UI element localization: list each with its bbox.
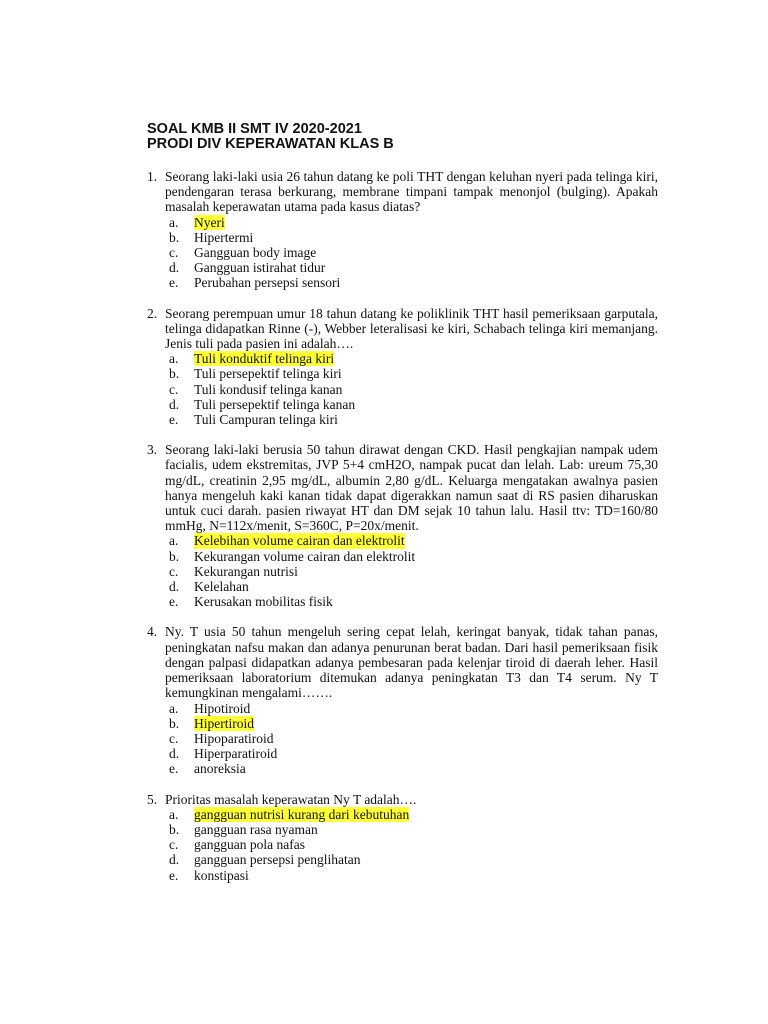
answer-option (169, 215, 658, 230)
answer-options (147, 701, 658, 777)
question-stem (147, 624, 658, 700)
answer-option (169, 397, 658, 412)
option-letter: b. (169, 229, 180, 245)
question-text: Seorang laki-laki berusia 50 tahun dirawat dengan CKD. Hasil pengkajian nampak udem facialis, udem ekstremitas, JVP 5+4 cmH2O, nampak pucat dan lelah. Lab: ureum 75,30 mg/dL, creatinin 2,95 mg/dL, albumin 2,80 g/dL. Keluarga mengatakan awalnya pasien hanya mengeluh kaki kanan tidak dapat digerakkan namun saat di RS pasien diharuskan untuk cuci darah. pasien riwayat HT dan DM sejak 10 tahun lalu. Hasil ttv: TD=160/80 mmHg, N=112x/menit, S=360C, P=20x/menit. (165, 442, 658, 534)
question-number: 3. (147, 442, 158, 458)
option-text: Kekurangan nutrisi (194, 563, 298, 579)
option-text: Tuli persepektif telinga kanan (194, 396, 356, 412)
answer-option (169, 579, 658, 594)
answer-option (169, 412, 658, 427)
answer-option (169, 852, 658, 867)
option-text: konstipasi (194, 867, 249, 883)
option-letter: e. (169, 275, 179, 291)
answer-options (147, 215, 658, 291)
option-text-highlighted: Hipertiroid (194, 715, 254, 731)
option-letter: b. (169, 548, 180, 564)
option-text: Gangguan body image (194, 245, 317, 261)
option-letter: d. (169, 852, 180, 868)
option-letter: a. (169, 806, 179, 822)
answer-option (169, 837, 658, 852)
option-letter: c. (169, 381, 179, 397)
option-text-highlighted: gangguan nutrisi kurang dari kebutuhan (194, 806, 410, 822)
question-text: Seorang perempuan umur 18 tahun datang ke poliklinik THT hasil pemeriksaan garputala, telinga didapatkan Rinne (-), Webber leteralisasi ke kiri, Schabach telinga kiri memanjang. Jenis tuli pada pasien ini adalah…. (165, 305, 658, 352)
question-item (147, 306, 658, 428)
option-letter: b. (169, 366, 180, 382)
document-header (147, 122, 394, 152)
option-letter: a. (169, 700, 179, 716)
option-text: gangguan persepsi penglihatan (194, 852, 361, 868)
option-text-highlighted: Nyeri (194, 214, 225, 230)
option-letter: e. (169, 761, 179, 777)
option-text: Tuli Campuran telinga kiri (194, 412, 338, 428)
answer-option (169, 245, 658, 260)
header-title: SOAL KMB II SMT IV 2020-2021 (147, 121, 362, 137)
answer-option (169, 594, 658, 609)
answer-option (169, 701, 658, 716)
option-text: Tuli kondusif telinga kanan (194, 381, 343, 397)
option-letter: d. (169, 396, 180, 412)
question-stem (147, 306, 658, 352)
option-letter: a. (169, 351, 179, 367)
option-letter: b. (169, 821, 180, 837)
question-item (147, 792, 658, 883)
option-text: Gangguan istirahat tidur (194, 260, 326, 276)
option-letter: d. (169, 579, 180, 595)
question-number: 5. (147, 791, 158, 807)
answer-option (169, 822, 658, 837)
answer-options (147, 533, 658, 609)
answer-option (169, 549, 658, 564)
option-letter: a. (169, 214, 179, 230)
header-subtitle: PRODI DIV KEPERAWATAN KLAS B (147, 136, 394, 152)
option-letter: c. (169, 730, 179, 746)
option-text: Perubahan persepsi sensori (194, 275, 341, 291)
option-letter: e. (169, 412, 179, 428)
option-text-highlighted: Tuli konduktif telinga kiri (194, 351, 335, 367)
question-stem (147, 792, 658, 807)
option-letter: d. (169, 746, 180, 762)
option-text-highlighted: Kelebihan volume cairan dan elektrolit (194, 533, 405, 549)
option-letter: c. (169, 563, 179, 579)
question-text: Ny. T usia 50 tahun mengeluh sering cepat lelah, keringat banyak, tidak tahan panas, peningkatan nafsu makan dan adanya penurunan berat badan. Dari hasil pemeriksaan fisik dengan palpasi didapatkan adanya pembesaran pada kelenjar tiroid di daerah leher. Hasil pemeriksaan laboratorium ditemukan adanya peningkatan T3 dan T4 serum. Ny T kemungkinan mengalami……. (165, 624, 658, 701)
answer-option (169, 761, 658, 776)
answer-option (169, 716, 658, 731)
option-letter: a. (169, 533, 179, 549)
answer-option (169, 731, 658, 746)
answer-options (147, 807, 658, 883)
option-text: Hipotiroid (194, 700, 251, 716)
question-text: Seorang laki-laki usia 26 tahun datang ke poli THT dengan keluhan nyeri pada telinga kiri, pendengaran terasa berkurang, membrane timpani tampak menonjol (bulging). Apakah masalah keperawatan utama pada kasus diatas? (165, 169, 658, 215)
question-stem (147, 169, 658, 215)
option-letter: e. (169, 867, 179, 883)
question-item (147, 442, 658, 609)
question-number: 2. (147, 305, 158, 321)
answer-option (169, 533, 658, 548)
answer-option (169, 230, 658, 245)
option-letter: e. (169, 594, 179, 610)
answer-option (169, 564, 658, 579)
option-text: gangguan pola nafas (194, 837, 305, 853)
answer-option (169, 260, 658, 275)
question-list (147, 169, 658, 898)
option-text: Tuli persepektif telinga kiri (194, 366, 342, 382)
answer-option (169, 382, 658, 397)
answer-option (169, 366, 658, 381)
question-stem (147, 442, 658, 533)
option-text: Kekurangan volume cairan dan elektrolit (194, 548, 416, 564)
option-letter: b. (169, 715, 180, 731)
option-text: gangguan rasa nyaman (194, 821, 318, 837)
answer-option (169, 868, 658, 883)
option-letter: c. (169, 837, 179, 853)
option-text: Hipertermi (194, 229, 254, 245)
option-text: anoreksia (194, 761, 246, 777)
option-text: Hiperparatiroid (194, 746, 278, 762)
answer-option (169, 275, 658, 290)
answer-option (169, 351, 658, 366)
question-text: Prioritas masalah keperawatan Ny T adalah…. (165, 791, 417, 807)
option-text: Kelelahan (194, 579, 249, 595)
option-text: Kerusakan mobilitas fisik (194, 594, 333, 610)
option-letter: c. (169, 245, 179, 261)
question-number: 4. (147, 624, 158, 640)
answer-option (169, 746, 658, 761)
question-item (147, 624, 658, 776)
option-text: Hipoparatiroid (194, 730, 274, 746)
answer-option (169, 807, 658, 822)
question-number: 1. (147, 169, 158, 184)
answer-options (147, 351, 658, 427)
question-item (147, 169, 658, 291)
option-letter: d. (169, 260, 180, 276)
